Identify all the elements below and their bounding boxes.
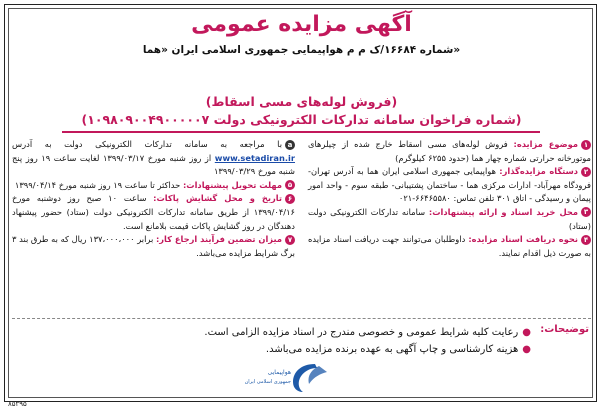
notes	[29, 324, 589, 358]
divider	[62, 131, 540, 133]
item-text: ساعت ۱۰ صبح روز دوشنبه مورخ ۱۳۹۹/۰۴/۱۶ از طریق سامانه تدارکات الکترونیکی دولت (ستاد) حضور پیشنهاد دهندگان در روز گشایش پاکات قیمت بلامانع است.	[12, 193, 295, 231]
item-number: ۶	[285, 194, 295, 204]
notes-separator	[12, 318, 591, 319]
item-number: ۷	[285, 235, 295, 245]
item-number: ۴	[581, 235, 591, 245]
ad-number: شماره ۱۶۶۸۴/ک م م هواپیمایی جمهوری اسلامی ایران «هما»	[142, 44, 461, 56]
logo-line-1: هواپیمایی	[267, 369, 291, 376]
item-5	[12, 179, 295, 193]
logo-line-2: جمهوری اسلامی ایران	[244, 379, 291, 385]
item-number: ۱	[581, 140, 591, 150]
item-3	[308, 206, 591, 233]
item-1	[308, 138, 591, 165]
item-text: از روز شنبه مورخ ۱۳۹۹/۰۳/۱۷ لغایت ساعت ۱۹ روز پنج شنبه مورخ ۱۳۹۹/۰۳/۲۹	[12, 152, 295, 177]
item-number: ۲	[581, 167, 591, 177]
notes-label: توضیحات:	[540, 324, 589, 335]
item-label: نحوه دریافت اسناد مزایده:	[468, 234, 579, 245]
note-item: ●رعایت کلیه شرایط عمومی و خصوصی مندرج در اسناد مزایده الزامی است.	[204, 327, 531, 338]
item-text: با مراجعه به سامانه تدارکات الکترونیکی دولت به آدرس	[12, 139, 282, 149]
bullet-icon: ●	[522, 327, 531, 338]
item-label: محل خرید اسناد و ارائه پیشنهادات:	[428, 206, 578, 217]
item-label: میزان تضمین فرآیند ارجاع کار:	[155, 234, 282, 245]
item-label: دستگاه مزایده‌گذار:	[499, 166, 578, 177]
bullet-a: a	[285, 140, 295, 150]
item-text: سامانه تدارکات الکترونیکی دولت (ستاد)	[308, 206, 591, 231]
right-column	[308, 138, 591, 260]
footer-code: ۸۵۲۹۵	[8, 400, 27, 408]
left-column	[12, 138, 295, 260]
item-text: هواپیمایی جمهوری اسلامی ایران هما به آدرس تهران- فرودگاه مهرآباد- ادارات مرکزی هما - ساختمان پشتیبانی- طبقه سوم - واحد امور پیمان و رسیدگی - اتاق ۳۰۱ تلفن تماس: ۶۶۴۶۵۵۸۰-۰۲۱	[308, 166, 591, 204]
homa-logo	[244, 358, 347, 396]
ad-title: آگهی مزایده عمومی	[191, 12, 412, 37]
item-number: ۵	[285, 180, 295, 190]
ad-subject: (فروش لوله‌های مسی اسقاط)	[205, 94, 398, 109]
item-7	[12, 233, 295, 260]
item-text: برابر ۱۳۷،۰۰۰،۰۰۰ ریال که به طرق بند ۳ برگ شرایط مزایده می‌باشد.	[12, 234, 295, 258]
item-6	[12, 192, 295, 233]
item-text: داوطلبان می‌توانند جهت دریافت اسناد مزایده به صورت ذیل اقدام نمایند.	[308, 234, 591, 258]
call-number: (شماره فراخوان سامانه تدارکات الکترونیکی دولت ۱۰۹۸۰۹۰۰۴۹۰۰۰۰۰۷)	[81, 112, 522, 127]
item-text: حداکثر تا ساعت ۱۹ روز شنبه مورخ ۱۳۹۹/۰۴/۱۴	[14, 179, 183, 190]
item-4a	[12, 138, 295, 179]
item-label: مهلت تحویل پیشنهادات:	[182, 179, 282, 190]
item-label: تاریخ و محل گشایش پاکات:	[153, 193, 283, 204]
item-4	[308, 233, 591, 260]
bullet-icon: ●	[522, 344, 531, 355]
note-item: ●هزینه کارشناسی و چاپ آگهی به عهده برنده مزایده می‌باشد.	[265, 344, 531, 355]
item-2	[308, 165, 591, 206]
item-number: ۳	[581, 207, 591, 217]
item-label: موضوع مزایده:	[513, 139, 578, 149]
setad-link[interactable]: www.setadiran.ir	[214, 152, 295, 163]
item-text: فروش لوله‌های مسی اسقاط خارج شده از چیلرهای موتورخانه حرارتی شماره چهار هما (حدود ۶۲۵۵ کیلوگرم)	[308, 139, 591, 163]
